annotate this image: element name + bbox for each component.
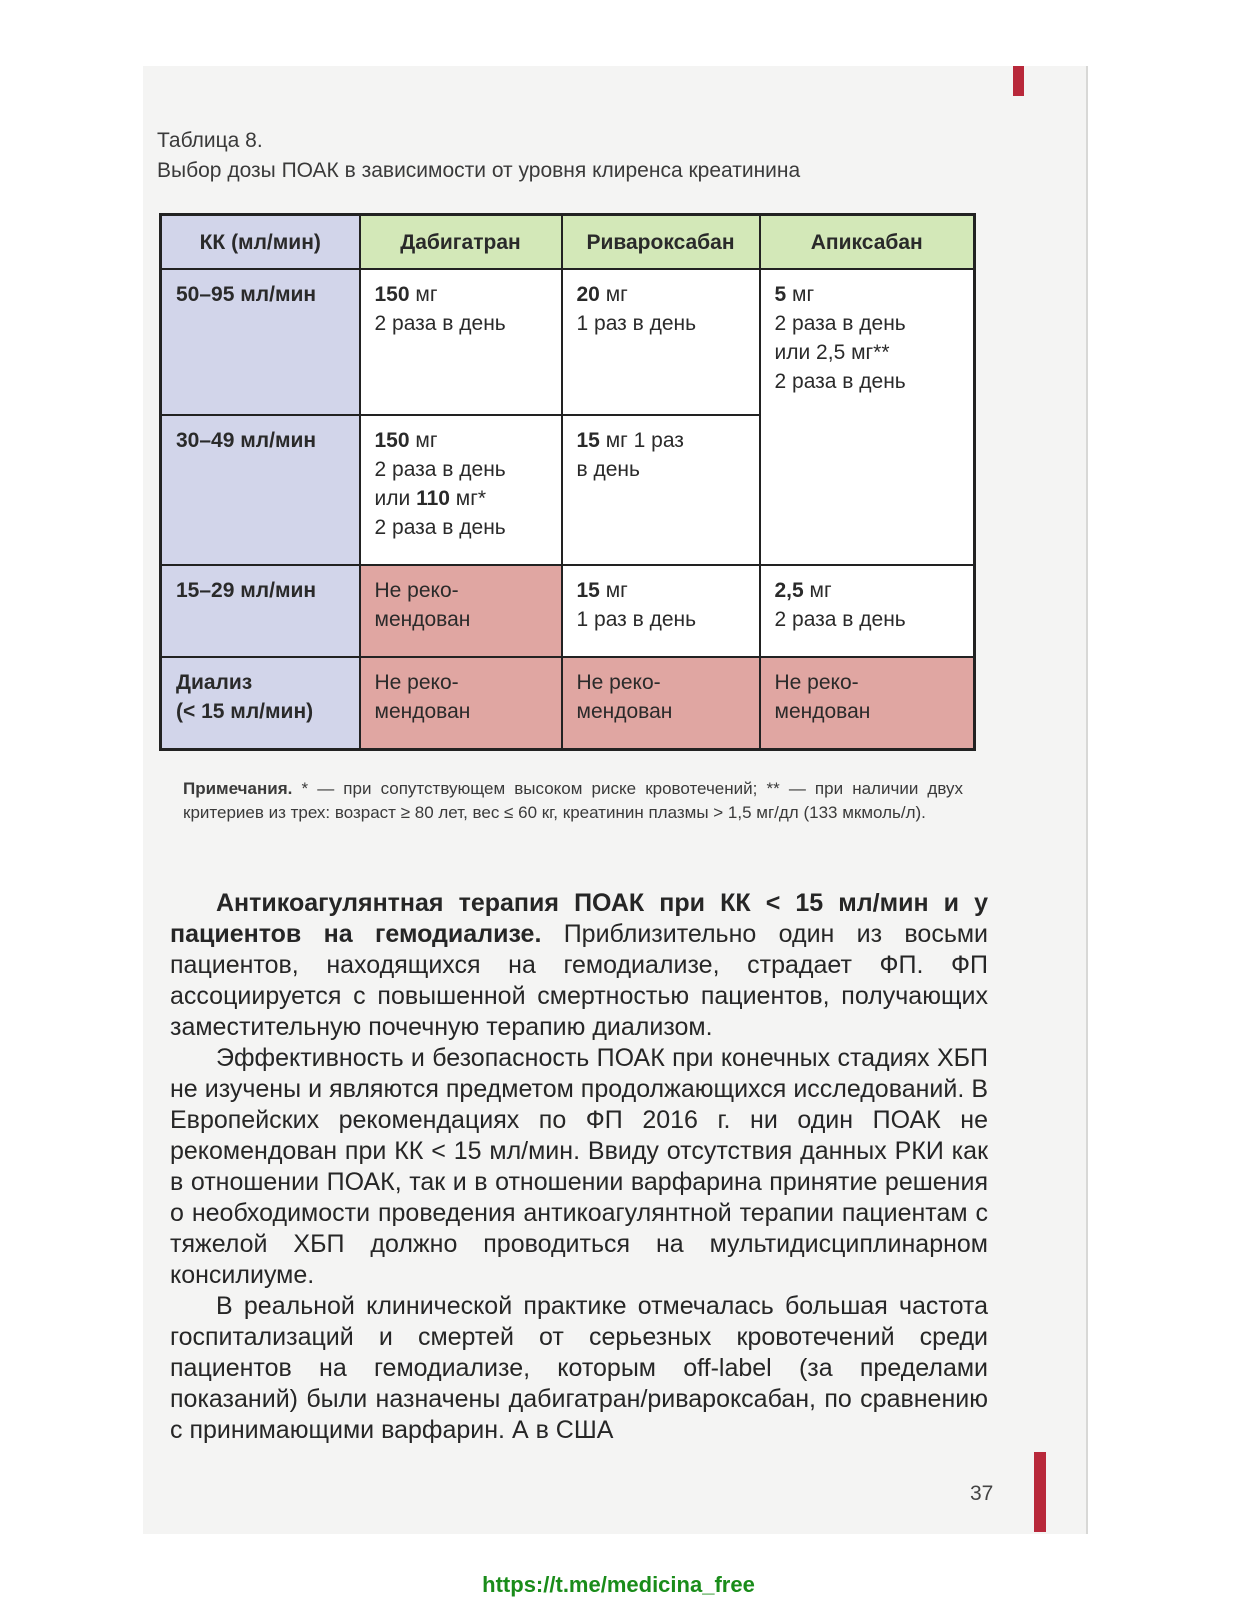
bookmark-bottom-marker bbox=[1034, 1452, 1046, 1532]
not-recommended-cell: Не реко- мендован bbox=[360, 565, 562, 657]
page-number: 37 bbox=[970, 1482, 994, 1505]
paragraph: Эффективность и безопасность ПОАК при конечных стадиях ХБП не изучены и являются предметом продолжающихся исследований. В Европейских рекомендациях по ФП 2016 г. ни один ПОАК не рекомендован при КК < 15 мл/мин. Ввиду отсутствия данных РКИ как в отношении ПОАК, так и в отношении варфарина принятие решения о необходимости проведения антикоагулянтной терапии пациентам с тяжелой ХБП должно проводиться на мультидисциплинарном консилиуме. bbox=[170, 1044, 988, 1289]
rivaroxaban-cell: 20 мг 1 раз в день bbox=[562, 269, 760, 415]
table-row bbox=[161, 269, 975, 415]
paragraph-lead: Антикоагулянтная терапия ПОАК при КК < 15 мл/мин и у пациентов на гемодиализе. bbox=[170, 889, 988, 948]
table-caption bbox=[157, 126, 957, 186]
dose-table bbox=[159, 213, 976, 751]
header-apixaban: Апиксабан bbox=[760, 215, 975, 270]
table-header-row bbox=[161, 215, 975, 270]
table-row bbox=[161, 657, 975, 750]
table-label: Таблица 8. bbox=[157, 129, 263, 152]
table-title: Выбор дозы ПОАК в зависимости от уровня клиренса креатинина bbox=[157, 159, 801, 182]
rivaroxaban-cell: 15 мг 1 раз в день bbox=[562, 415, 760, 565]
notes-label: Примечания. bbox=[183, 779, 293, 798]
rivaroxaban-cell: 15 мг 1 раз в день bbox=[562, 565, 760, 657]
table-notes bbox=[183, 777, 963, 825]
not-recommended-cell: Не реко- мендован bbox=[760, 657, 975, 750]
body-text bbox=[170, 888, 988, 1446]
apixaban-cell: 2,5 мг 2 раза в день bbox=[760, 565, 975, 657]
paragraph: Антикоагулянтная терапия ПОАК при КК < 15 мл/мин и у пациентов на гемодиализе. Приблизительно один из восьми пациентов, находящихся на гемодиализе, страдает ФП. ФП ассоциируется с повышенной смертностью пациентов, получающих заместительную почечную терапию диализом. bbox=[170, 889, 988, 1041]
header-rivaroxaban: Ривароксабан bbox=[562, 215, 760, 270]
not-recommended-cell: Не реко- мендован bbox=[360, 657, 562, 750]
paragraph: В реальной клинической практике отмечалась большая частота госпитализаций и смертей от серьезных кровотечений среди пациентов на гемодиализе, которым off-label (за пределами показаний) были назначены дабигатран/ривароксабан, по сравнению с принимающими варфарин. А в США bbox=[170, 1292, 988, 1444]
dabigatran-cell: 150 мг 2 раза в день или 110 мг* 2 раза в день bbox=[360, 415, 562, 565]
kk-cell: 30–49 мл/мин bbox=[161, 415, 360, 565]
footer-link[interactable]: https://t.me/medicina_free bbox=[482, 1572, 755, 1597]
not-recommended-cell: Не реко- мендован bbox=[562, 657, 760, 750]
header-dabigatran: Дабигатран bbox=[360, 215, 562, 270]
apixaban-cell: 5 мг 2 раза в день или 2,5 мг** 2 раза в день bbox=[760, 269, 975, 565]
header-kk: КК (мл/мин) bbox=[161, 215, 360, 270]
bookmark-top-marker bbox=[1013, 66, 1024, 96]
kk-cell: 50–95 мл/мин bbox=[161, 269, 360, 415]
notes-text: * — при сопутствующем высоком риске кровотечений; ** — при наличии двух критериев из трех: возраст ≥ 80 лет, вес ≤ 60 кг, креатинин плазмы > 1,5 мг/дл (133 мкмоль/л). bbox=[183, 779, 963, 822]
table-row bbox=[161, 565, 975, 657]
kk-cell: 15–29 мл/мин bbox=[161, 565, 360, 657]
dabigatran-cell: 150 мг 2 раза в день bbox=[360, 269, 562, 415]
page-edge bbox=[1086, 66, 1088, 1534]
kk-cell: Диализ (< 15 мл/мин) bbox=[161, 657, 360, 750]
